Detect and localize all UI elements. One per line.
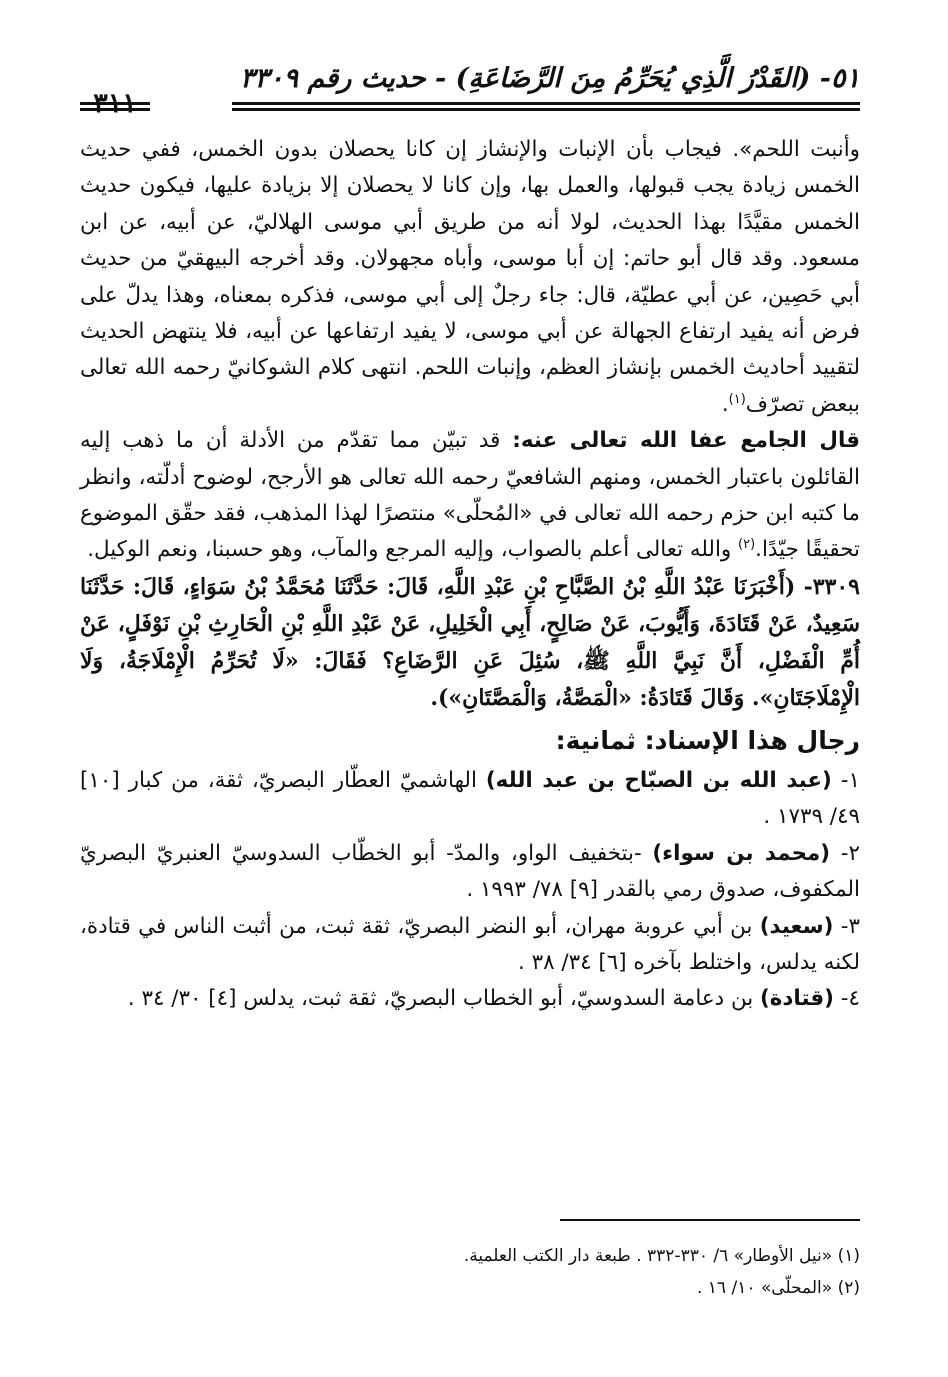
narrator-entry bbox=[80, 763, 860, 836]
narrator-entry bbox=[80, 909, 860, 982]
paragraph-end: والله تعالى أعلم بالصواب، وإليه المرجع والمآب، وهو حسبنا، ونعم الوكيل. bbox=[87, 537, 739, 563]
narrator-number: ٢- bbox=[840, 840, 860, 866]
footnote: (١) «نيل الأوطار» ٦/ ٣٣٠-٣٣٢ . طبعة دار الكتب العلمية. bbox=[463, 1246, 860, 1266]
hadith-text: ٣٣٠٩- (أَخْبَرَنَا عَبْدُ اللَّهِ بْنُ الصَّبَّاحِ بْنِ عَبْدِ اللَّهِ، قَالَ: حَدَّثَنَا مُحَمَّدُ بْنُ سَوَاءٍ، قَالَ: حَدَّثَنَا سَعِيدٌ، عَنْ قَتَادَةَ، وَأَيُّوبَ، عَنْ صَالِحٍ، أَبِي الْخَلِيلِ، عَنْ عَبْدِ اللَّهِ بْنِ الْحَارِثِ بْنِ نَوْفَلٍ، عَنْ أُمِّ الْفَضْلِ، أَنَّ نَبِيَّ اللَّهِ ﷺ، سُئِلَ عَنِ الرَّضَاعِ؟ فَقَالَ: «لَا تُحَرِّمُ الْإِمْلَاجَةُ، وَلَا الْإِمْلَاجَتَانِ». وَقَالَ قَتَادَةُ: «الْمَصَّةُ، وَالْمَصَّتَانِ»). bbox=[80, 573, 860, 711]
header-rule-left bbox=[80, 102, 150, 105]
narrator-number: ٤- bbox=[840, 986, 860, 1012]
paragraph bbox=[80, 423, 860, 569]
main-text bbox=[80, 132, 860, 1018]
footnotes bbox=[80, 1240, 860, 1304]
narrator-entry bbox=[80, 981, 860, 1017]
narrator-number: ١- bbox=[840, 767, 860, 793]
narrator-description: -بتخفيف الواو، والمدّ- أبو الخطّاب السدوسيّ العنبريّ البصريّ المكفوف، صدوق رمي بالقدر [٩] ٧٨/ ١٩٩٣ . bbox=[80, 840, 860, 903]
chapter-title: ٥١- (القَدْرُ الَّذِي يُحَرِّمُ مِنَ الرَّضَاعَةِ) - حديث رقم ٣٣٠٩ bbox=[240, 62, 860, 94]
footnote-marker: (١) bbox=[728, 391, 746, 407]
footnote: (٢) «المحلّى» ١٠/ ١٦ . bbox=[696, 1278, 860, 1298]
paragraph-text: وأنبت اللحم». فيجاب بأن الإنبات والإنشاز إن كانا يحصلان بدون الخمس، ففي حديث الخمس زيادة يجب قبولها، والعمل بها، وإن كانا لا يحصلان إلا بزيادة عليها، فيكون حديث الخمس مقيَّدًا بهذا الحديث، لولا أنه من طريق أبي موسى الهلاليّ، عن أبيه، عن ابن مسعود. وقد قال أبو حاتم: إن أبا موسى، وأباه مجهولان. وقد أخرجه البيهقيّ من حديث أبي حَصِين، عن أبي عطيّة، قال: جاء رجلٌ إلى أبي موسى، فذكره بمعناه، وهذا يدلّ على فرض أنه يفيد ارتفاع الجهالة عن أبي موسى، لا يفيد ارتفاعها عن أبيه، فلا ينتهض الحديث لتقييد أحاديث الخمس بإنشاز العظم، وإنبات اللحم. انتهى كلام الشوكانيّ رحمه الله تعالى ببعض تصرّف bbox=[80, 137, 860, 417]
narrator-name: (محمد بن سواء) bbox=[652, 840, 831, 866]
section-heading: رجال هذا الإسناد: ثمانية: bbox=[555, 725, 860, 755]
paragraph-end: . bbox=[721, 391, 729, 417]
narrator-name: (قتادة) bbox=[760, 986, 834, 1012]
paragraph bbox=[80, 132, 860, 423]
narrator-entry bbox=[80, 836, 860, 909]
footnote-marker: (٢) bbox=[738, 537, 756, 553]
narrator-description: بن أبي عروبة مهران، أبو النضر البصريّ، ثقة ثبت، من أثبت الناس في قتادة، لكنه يدلس، واختلط بآخره [٦] ٣٤/ ٣٨ . bbox=[80, 913, 860, 975]
compiler-lead: قال الجامع عفا الله تعالى عنه: bbox=[512, 428, 860, 454]
narrator-name: (سعيد) bbox=[759, 913, 834, 939]
narrator-name: (عبد الله بن الصبّاح بن عبد الله) bbox=[485, 767, 832, 793]
header-rule-left-2 bbox=[80, 108, 150, 111]
narrator-number: ٣- bbox=[840, 913, 860, 939]
running-header bbox=[80, 58, 860, 98]
narrator-description: الهاشميّ العطّار البصريّ، ثقة، من كبار [١٠] ٤٩/ ١٧٣٩ . bbox=[80, 767, 860, 830]
header-rule-right-2 bbox=[232, 108, 860, 111]
narrator-description: بن دعامة السدوسيّ، أبو الخطاب البصريّ، ثقة ثبت، يدلس [٤] ٣٠/ ٣٤ . bbox=[127, 986, 761, 1012]
paragraph-text: قد تبيّن مما تقدّم من الأدلة أن ما ذهب إليه القائلون باعتبار الخمس، ومنهم الشافعيّ رحمه الله تعالى هو الأرجح، لوضوح أدلّته، وانظر ما كتبه ابن حزم رحمه الله تعالى في «المُحلّى» منتصرًا لهذا المذهب، فقد حقّق الموضوع تحقيقًا جيّدًا. bbox=[80, 428, 860, 563]
header-rule-right bbox=[232, 102, 860, 105]
footnote-divider bbox=[560, 1219, 860, 1221]
